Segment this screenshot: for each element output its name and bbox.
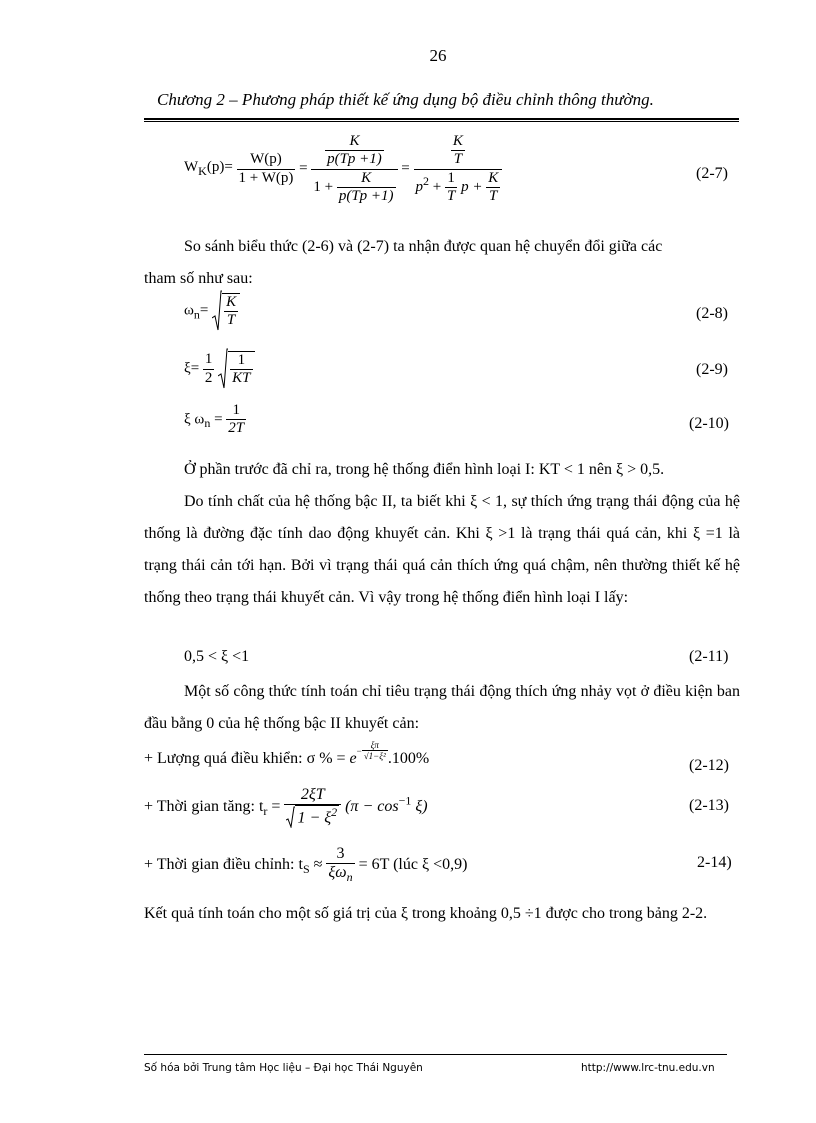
equation-2-7: $W_K(p)=$ $\frac{W(p)}{1 + W(p)}$ = $\frac{K}{p(Tp +1)}$ 1 + $\frac{K}{p(Tp +1)}$ = $\frac{K}{T}$ $p^2$ + $\frac{1}{T}$ p + $\frac{K}{T}$ [184,133,502,205]
equation-2-14: + Thời gian điều chỉnh: $t_S$ ≈ $\frac{3}{\xi\omega_n}$ = 6T (lúc ξ <0,9) [144,845,468,885]
equation-number-2-10: (2-10) [689,415,729,432]
chapter-title: Chương 2 – Phương pháp thiết kế ứng dụng bộ điều chỉnh thông thường. [157,90,654,109]
sqrt-sign-icon [286,806,295,828]
equation-number-2-8: (2-8) [696,305,728,322]
sqrt-sign-icon [212,290,222,332]
footer-url[interactable]: http://www.lrc-tnu.edu.vn [581,1062,715,1074]
equation-2-11: 0,5 < ξ <1 [184,648,250,665]
header-rule [144,118,739,120]
equation-number-2-7: (2-7) [696,165,728,182]
equation-number-2-12: (2-12) [689,757,729,774]
page-number: 26 [429,46,447,65]
equation-number-2-9: (2-9) [696,361,728,378]
paragraph-comparison-line1: So sánh biểu thức (2-6) và (2-7) ta nhận được quan hệ chuyển đổi giữa các [184,238,663,255]
equation-2-9: ξ= $\frac{1}{2}$ $\frac{1}{KT}$ [184,348,255,390]
paragraph-type-one-system: Ở phần trước đã chỉ ra, trong hệ thống điển hình loại I: KT < 1 nên ξ > 0,5. [184,461,665,478]
footer-rule [144,1054,727,1055]
sqrt-sign-icon [218,348,228,390]
equation-2-10: ξ $\omega_n$ = $\frac{1}{2T}$ [184,402,245,437]
paragraph-dynamic-formulas: Một số công thức tính toán chỉ tiêu trạng thái động thích ứng nhảy vọt ở điều kiện ban đầu bằng 0 của hệ thống bậc II khuyết cản: [144,683,740,732]
footer-source: Số hóa bởi Trung tâm Học liệu – Đại học Thái Nguyên [144,1062,423,1074]
equation-2-12: + Lượng quá điều khiển: σ % = e− $\frac{\xi\pi}{\text{√1−ξ²}}$ .100% [144,740,430,767]
equation-number-2-14: 2-14) [697,854,732,871]
paragraph-comparison-line2: tham số như sau: [144,270,253,287]
equation-2-8: $\omega_n=$ $\frac{K}{T}$ [184,290,240,332]
equation-number-2-11: (2-11) [689,648,729,665]
paragraph-results: Kết quả tính toán cho một số giá trị của ξ trong khoảng 0,5 ÷1 được cho trong bảng 2-2. [144,905,708,922]
paragraph-second-order-response: Do tính chất của hệ thống bậc II, ta biết khi ξ < 1, sự thích ứng trạng thái động của hệ thống là đường đặc tính dao động khuyết cản. Khi ξ >1 là trạng thái quá cản, khi ξ =1 là trạng thái cản tới hạn. Bởi vì trạng thái quá cản thích ứng quá chậm, nên thường thiết kế hệ thống theo trạng thái khuyết cản. Vì vậy trong hệ thống điển hình loại I lấy: [144,493,740,606]
equation-number-2-13: (2-13) [689,797,729,814]
header-rule-thin [144,121,739,122]
equation-2-13: + Thời gian tăng: $t_r$ = $\frac{2\xi T}{1 - \xi^2}$ $(\pi - \cos^{-1} \xi)$ [144,786,428,827]
